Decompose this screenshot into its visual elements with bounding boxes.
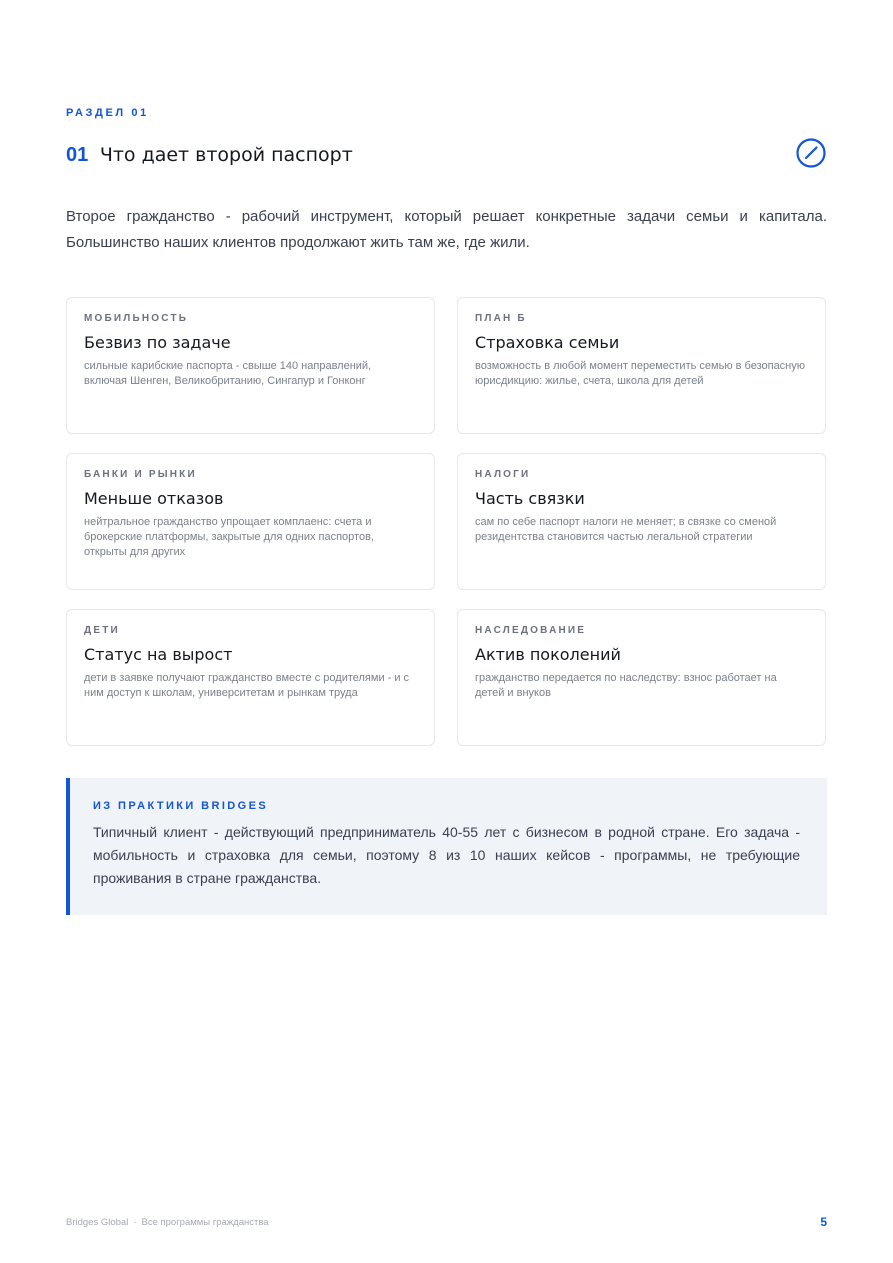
footer-separator: · (133, 1217, 137, 1228)
callout-text: Типичный клиент - действующий предприниматель 40-55 лет с бизнесом в родной стране. Его задача - мобильность и страховка для семьи, поэтому 8 из 10 наших кейсов - программы, не требующие проживания в стране гражданства. (93, 824, 800, 886)
card-title: Часть связки (475, 489, 585, 508)
card-description: сильные карибские паспорта - свыше 140 направлений, включая Шенген, Великобританию, Сингапур и Гонконг (84, 360, 372, 387)
card-title: Статус на вырост (84, 645, 233, 664)
feature-card-children (66, 609, 435, 746)
section-label: РАЗДЕЛ 01 (66, 107, 149, 119)
footer-subtitle: Все программы гражданства (141, 1217, 269, 1228)
card-kicker: ПЛАН Б (475, 313, 527, 324)
card-title: Актив поколений (475, 645, 621, 664)
compass-icon (795, 137, 827, 169)
feature-card-banks (66, 453, 435, 590)
card-description: сам по себе паспорт налоги не меняет; в связке со сменой резидентства становится частью легальной стратегии (475, 516, 777, 543)
page-number: 5 (820, 1215, 827, 1229)
feature-card-mobility (66, 297, 435, 434)
section-number: 01 (66, 144, 89, 166)
card-description: гражданство передается по наследству: взнос работает на детей и внуков (475, 672, 777, 699)
card-kicker: МОБИЛЬНОСТЬ (84, 313, 189, 324)
intro-paragraph: Второе гражданство - рабочий инструмент, который решает конкретные задачи семьи и капитала. Большинство наших клиентов продолжают жить там же, где жили. (66, 208, 827, 251)
section-title: Что дает второй паспорт (99, 144, 353, 166)
feature-card-plan-b (457, 297, 826, 434)
practice-callout (66, 778, 827, 915)
card-description: нейтральное гражданство упрощает комплаенс: счета и брокерские платформы, закрытые для одних паспортов, открыты для других (84, 516, 374, 558)
footer (66, 1217, 269, 1228)
card-kicker: НАСЛЕДОВАНИЕ (475, 625, 587, 636)
card-kicker: ДЕТИ (84, 625, 120, 636)
feature-card-inheritance (457, 609, 826, 746)
section-heading (66, 142, 353, 168)
card-title: Безвиз по задаче (84, 333, 231, 352)
card-title: Меньше отказов (84, 489, 224, 508)
callout-kicker: ИЗ ПРАКТИКИ BRIDGES (93, 800, 269, 812)
card-kicker: БАНКИ И РЫНКИ (84, 469, 197, 480)
card-description: возможность в любой момент переместить семью в безопасную юрисдикцию: жилье, счета, школа для детей (475, 360, 806, 387)
card-kicker: НАЛОГИ (475, 469, 531, 480)
feature-card-taxes (457, 453, 826, 590)
card-title: Страховка семьи (475, 333, 620, 352)
footer-brand: Bridges Global (66, 1217, 129, 1228)
card-description: дети в заявке получают гражданство вместе с родителями - и с ним доступ к школам, университетам и рынкам труда (84, 672, 410, 699)
